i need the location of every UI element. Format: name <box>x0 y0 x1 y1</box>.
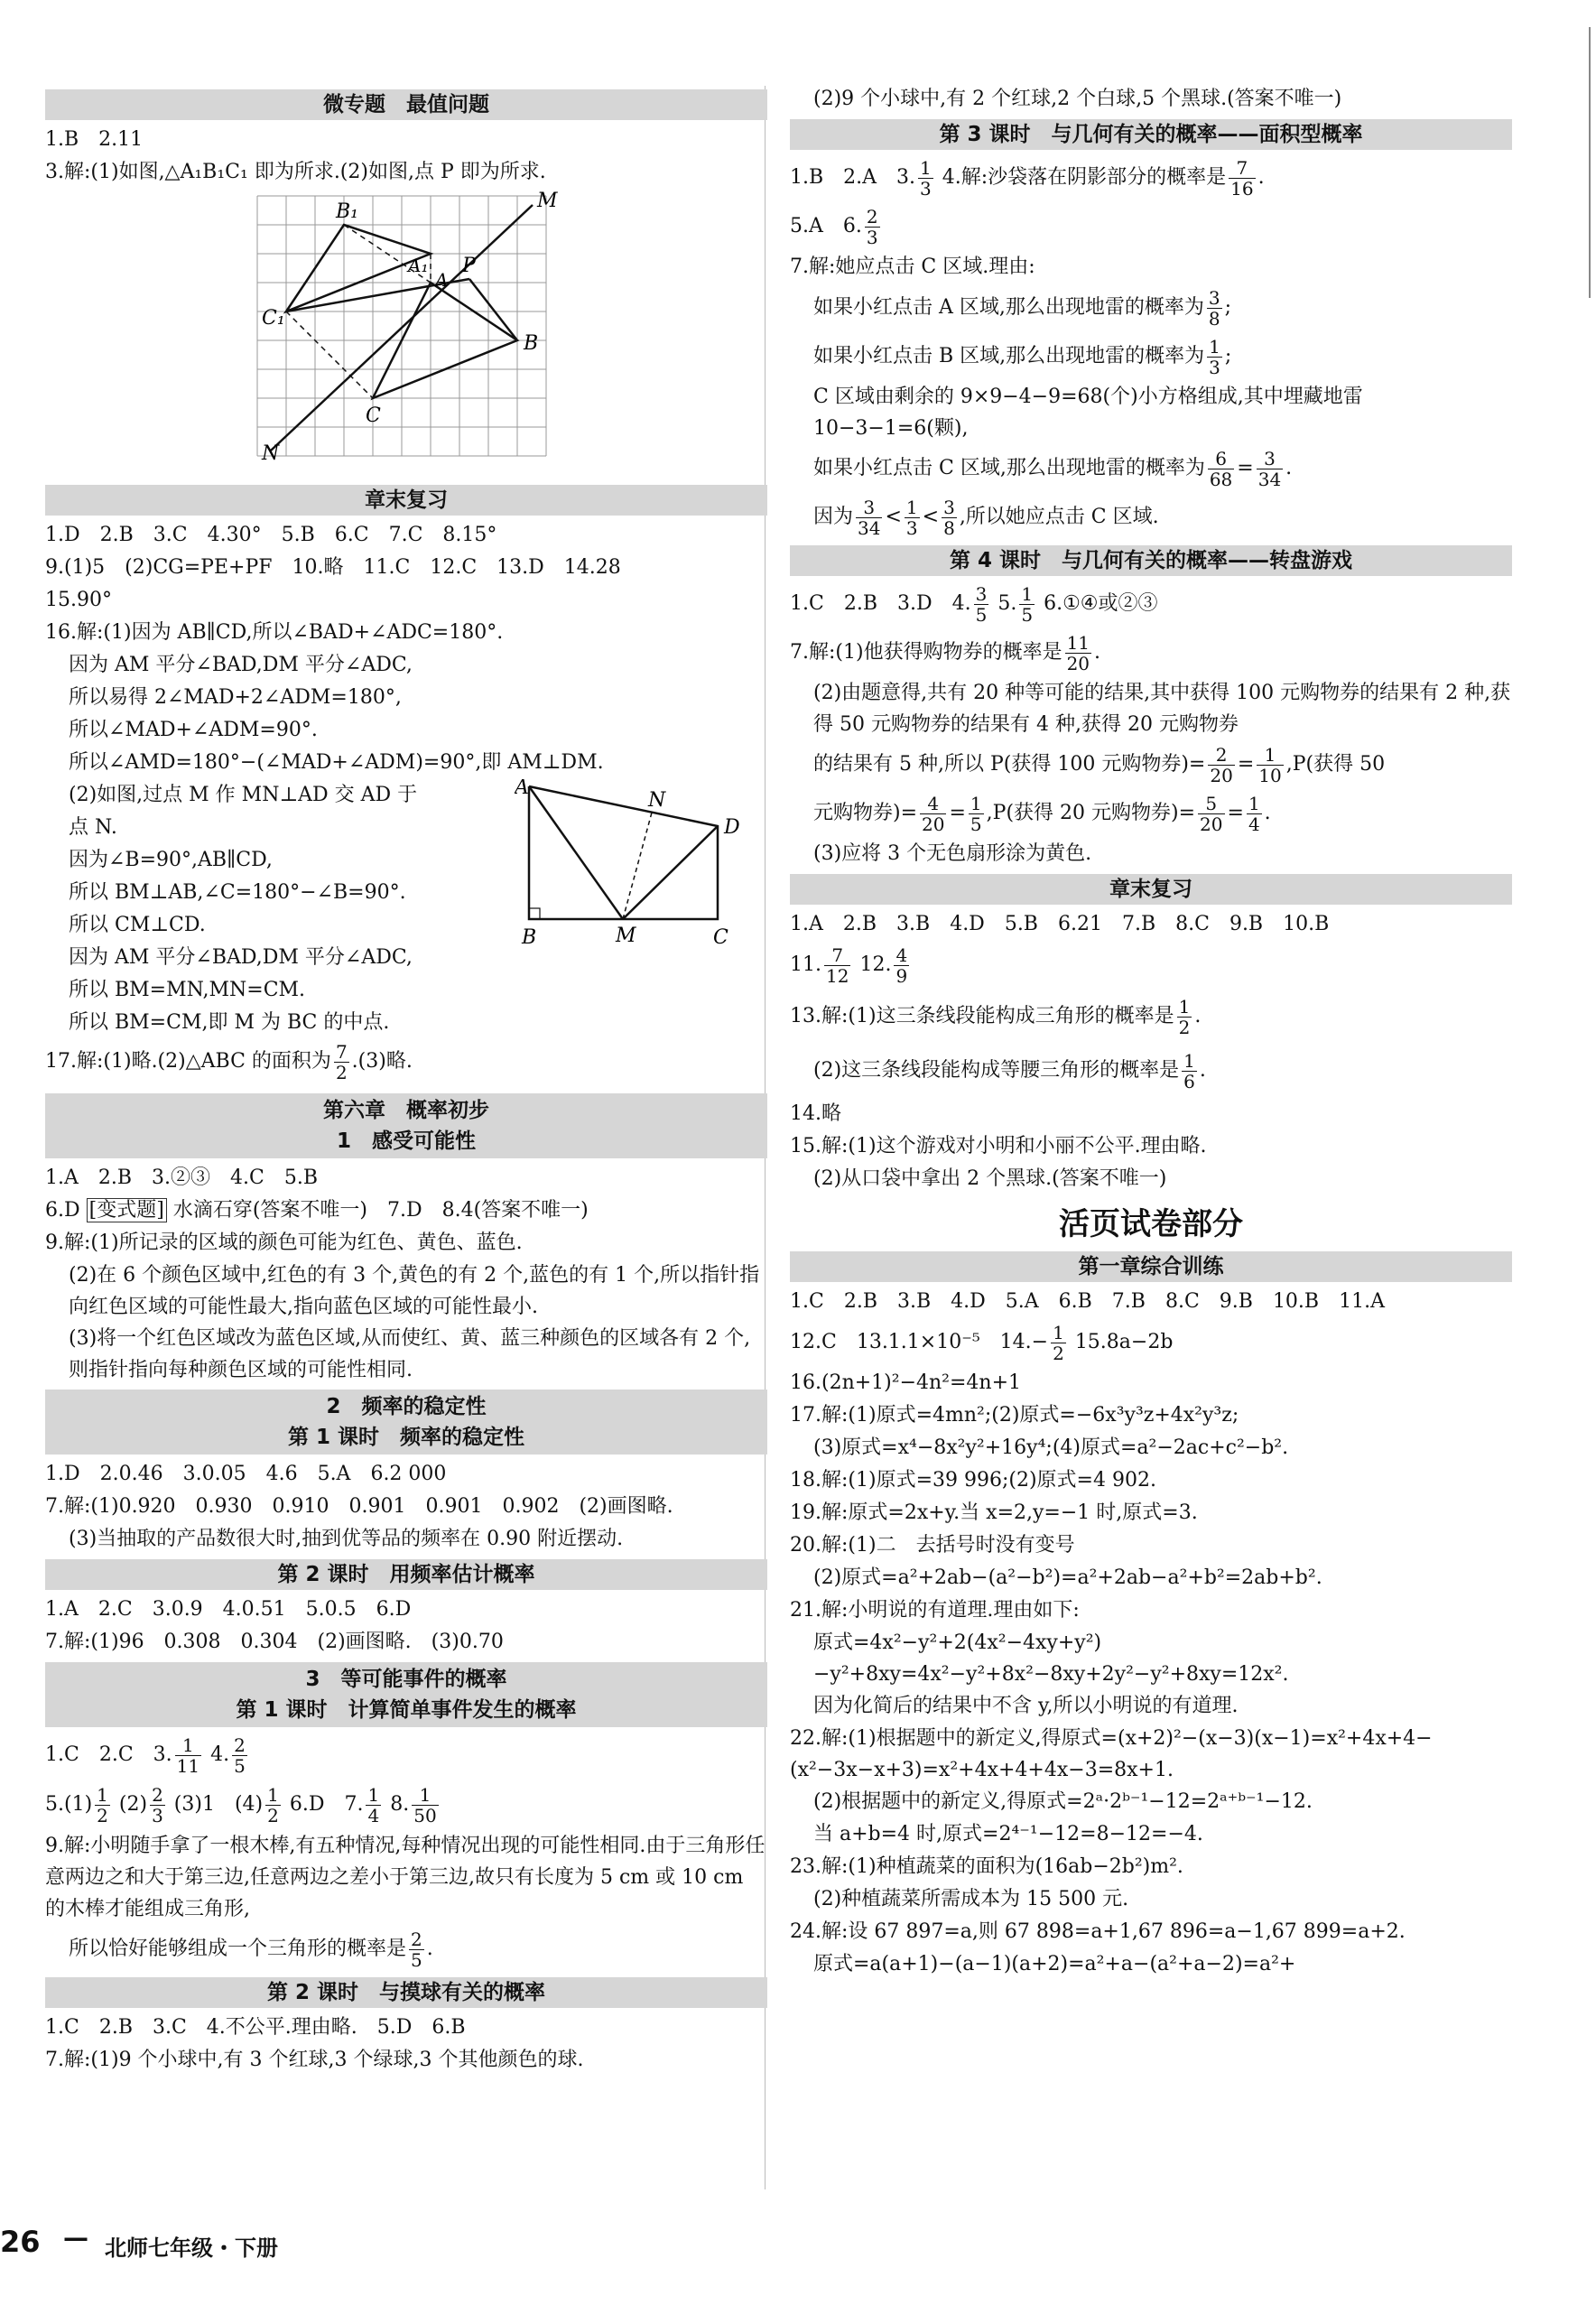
text: ,所以她应点击 C 区域. <box>959 506 1159 528</box>
figure-label: C₁ <box>262 307 285 330</box>
answer-line: 1.C 2.B 3.C 4.不公平.理由略. 5.D 6.B <box>45 2016 466 2039</box>
denominator: 50 <box>413 1804 437 1826</box>
numerator: 1 <box>905 496 918 518</box>
grid-figure <box>45 189 767 478</box>
answer-line: 因为 AM 平分∠BAD,DM 平分∠ADC, <box>69 654 413 676</box>
numerator: 1 <box>1209 335 1220 358</box>
numerator: 6 <box>1208 449 1234 469</box>
numerator: 1 <box>1021 582 1034 605</box>
figure-label: N <box>262 442 280 465</box>
answer-line: 7.解:(1)9 个小球中,有 3 个红球,3 个绿球,3 个其他颜色的球. <box>45 2049 584 2071</box>
answer-line: (2)9 个小球中,有 2 个红球,2 个白球,5 个黑球.(答案不唯一) <box>813 88 1342 110</box>
chapter-title: 第六章 概率初步 <box>323 1099 489 1122</box>
answer-line: 1.D 2.0.46 3.0.05 4.6 5.A 6.2 000 <box>45 1463 447 1485</box>
numerator: 4 <box>895 943 908 966</box>
denominator: 8 <box>943 516 955 539</box>
figure-label: D <box>724 816 740 839</box>
figure-label: B <box>522 926 537 949</box>
denominator: 2 <box>1178 1016 1191 1038</box>
answer-line: 当 a+b=4 时,原式=2⁴⁻¹−12=8−12=−4. <box>813 1823 1203 1845</box>
answer-line: 所以∠MAD+∠ADM=90°. <box>69 719 318 741</box>
section-title: 2 频率的稳定性 <box>326 1395 487 1418</box>
answer-line: 14.略 <box>790 1102 841 1125</box>
answer-line: 17.解:(1)原式=4mn²;(2)原式=−6x³y³z+4x²y³z; <box>790 1404 1239 1427</box>
fraction <box>1208 449 1234 489</box>
figure-label: P <box>462 255 476 277</box>
denominator: 10 <box>1258 764 1282 786</box>
numerator: 11 <box>1066 631 1090 654</box>
denominator: 5 <box>970 813 982 835</box>
answer-line: 所以易得 2∠MAD+2∠ADM=180°, <box>69 686 402 709</box>
numerator: 1 <box>1053 1321 1064 1343</box>
answer-line <box>45 1731 767 1780</box>
answer-line: 1.A 2.C 3.0.9 4.0.51 5.0.5 6.D <box>45 1598 412 1621</box>
answer-line: 元购物券)= $\frac{4}{20}$ = $\frac{1}{5}$ ,P(获得 20 元购物券)= $\frac{5}{20}$ = $\frac{1}{4}$ . <box>813 792 1271 835</box>
text: 6.D <box>45 1199 80 1222</box>
answer-line: 1.D 2.B 3.C 4.30° 5.B 6.C 7.C 8.15° <box>45 524 497 546</box>
numerator: 2 <box>866 205 878 228</box>
section-header: 第一章综合训练 <box>790 1251 1512 1282</box>
fraction <box>894 945 909 986</box>
text: 如果小红点击 B 区域,那么出现地雷的概率为 <box>813 345 1205 367</box>
text: 5.(1) <box>45 1793 93 1816</box>
denominator: 8 <box>1208 307 1220 330</box>
fraction <box>409 1929 424 1970</box>
fraction <box>1019 584 1035 625</box>
denominator: 5 <box>1021 603 1034 626</box>
denominator: 5 <box>234 1754 246 1777</box>
numerator: 2 <box>234 1733 246 1756</box>
chapter-header <box>45 1093 767 1158</box>
text: 如果小红点击 A 区域,那么出现地雷的概率为 <box>813 296 1204 319</box>
fraction <box>1229 158 1255 199</box>
text: 6.D 7. <box>289 1793 364 1816</box>
text: 如果小红点击 C 区域,那么出现地雷的概率为 <box>813 457 1205 479</box>
answer-line: 13.解:(1)这三条线段能构成三角形的概率是 $\frac{1}{2}$ . <box>790 995 1202 1038</box>
fraction <box>1208 745 1234 785</box>
denominator: 2 <box>335 1061 348 1083</box>
fraction <box>175 1735 201 1776</box>
figure-label: A <box>515 779 529 799</box>
denominator: 20 <box>922 813 945 835</box>
numerator: 1 <box>1248 792 1260 814</box>
answer-line: 的结果有 5 种,所以 P(获得 100 元购物券)= $\frac{2}{20}$ = $\frac{1}{10}$ ,P(获得 50 <box>813 743 1386 786</box>
text: 因为 <box>813 506 854 528</box>
fraction <box>1177 997 1192 1037</box>
numerator: 1 <box>367 1783 380 1806</box>
answer-line: 7.解:她应点击 C 区域.理由: <box>790 256 1035 278</box>
text: (2) <box>118 1793 148 1816</box>
answer-line: 所以恰好能够组成一个三角形的概率是 $\frac{2}{5}$ . <box>69 1928 433 1971</box>
answer-line: 所以 CM⊥CD. <box>69 914 206 936</box>
answer-line: 3.解:(1)如图,△A₁B₁C₁ 即为所求.(2)如图,点 P 即为所求. <box>45 161 546 183</box>
answer-line <box>790 202 1512 251</box>
section-subtitle: 第 1 课时 频率的稳定性 <box>287 1426 525 1449</box>
section-title: 3 等可能事件的概率 <box>305 1668 507 1691</box>
fraction <box>412 1785 438 1826</box>
denominator: 2 <box>267 1804 279 1826</box>
answer-line: (2)从口袋中拿出 2 个黑球.(答案不唯一) <box>813 1167 1167 1190</box>
answer-line <box>790 580 1512 628</box>
answer-line: 如果小红点击 A 区域,那么出现地雷的概率为 $\frac{3}{8}$ ; <box>813 286 1232 330</box>
fraction <box>969 794 984 834</box>
figure-label: N <box>648 789 666 812</box>
fraction <box>1257 449 1283 489</box>
q16-part2-block <box>45 779 767 1007</box>
page-edge <box>1589 27 1591 298</box>
answer-line <box>45 1780 767 1830</box>
answer-line: 7.解:(1)96 0.308 0.304 (2)画图略. (3)0.70 <box>45 1631 504 1653</box>
answer-line: 所以 BM=MN,MN=CM. <box>69 979 306 1001</box>
fraction <box>856 497 882 538</box>
fraction <box>366 1785 381 1826</box>
answer-line: 因为 AM 平分∠BAD,DM 平分∠ADC, <box>69 946 413 969</box>
figure-label: M <box>537 190 558 212</box>
numerator: 1 <box>970 792 982 814</box>
fraction <box>905 497 920 538</box>
denominator: 20 <box>1200 813 1223 835</box>
answer-line: (3)应将 3 个无色扇形涂为黄色. <box>813 842 1092 865</box>
numerator: 1 <box>1178 995 1191 1018</box>
page-number: 26 <box>0 2225 41 2259</box>
book-title: 北师七年级・下册 <box>105 2235 278 2261</box>
left-column <box>45 86 767 2077</box>
text: 7.解:(1)他获得购物券的概率是 <box>790 641 1062 664</box>
text: (2)这三条线段能构成等腰三角形的概率是 <box>813 1059 1180 1082</box>
answer-line: 所以 BM⊥AB,∠C=180°−∠B=90°. <box>69 881 406 904</box>
section-header: 第 2 课时 用频率估计概率 <box>45 1559 767 1590</box>
section-header: 微专题 最值问题 <box>45 89 767 120</box>
answer-line: 7.解:(1)0.920 0.930 0.910 0.901 0.901 0.902 (2)画图略. <box>45 1495 673 1518</box>
numerator: 1 <box>412 1785 438 1806</box>
answer-line: 如果小红点击 C 区域,那么出现地雷的概率为 $\frac{6}{68}$ = $\frac{3}{34}$ . <box>813 447 1293 490</box>
footer-dash: — <box>63 2223 88 2253</box>
fraction <box>95 1785 110 1826</box>
numerator: 3 <box>1257 449 1283 469</box>
fraction <box>1207 337 1222 377</box>
answer-line: 因为化简后的结果中不含 y,所以小明说的有道理. <box>813 1695 1239 1717</box>
denominator: 2 <box>97 1804 108 1826</box>
answer-line: (3)当抽取的产品数很大时,抽到优等品的频率在 0.90 附近摆动. <box>69 1528 624 1550</box>
answer-line: 16.(2n+1)²−4n²=4n+1 <box>790 1371 1022 1394</box>
figure-label: C <box>366 404 381 427</box>
fraction <box>334 1042 349 1083</box>
fraction <box>1065 633 1091 674</box>
figure-label: B₁ <box>336 200 358 223</box>
answer-line: 21.解:小明说的有道理.理由如下: <box>790 1599 1080 1622</box>
answer-line: C 区域由剩余的 9×9−4−9=68(个)小方格组成,其中埋藏地雷 10−3−1=6(颗), <box>813 386 1363 440</box>
denominator: 2 <box>1053 1342 1064 1364</box>
trapezoid-figure <box>515 779 767 951</box>
numerator: 7 <box>824 945 850 966</box>
fraction <box>232 1735 247 1776</box>
denominator: 12 <box>826 964 849 987</box>
denominator: 16 <box>1230 177 1254 200</box>
numerator: 7 <box>1229 158 1255 179</box>
answer-line: 1.A 2.B 3.②③ 4.C 5.B <box>45 1166 319 1189</box>
denominator: 4 <box>1248 813 1260 835</box>
answer-line: 24.解:设 67 897=a,则 67 898=a+1,67 896=a−1,67 899=a+2. <box>790 1920 1406 1943</box>
variant-tag: [变式题] <box>87 1198 167 1222</box>
fraction <box>1198 794 1224 834</box>
figure-label: M <box>616 925 636 947</box>
figure-label: C <box>713 926 728 949</box>
text: 12.C 13.1.1×10⁻⁵ 14.− <box>790 1331 1049 1353</box>
numerator: 1 <box>175 1735 201 1756</box>
numerator: 7 <box>335 1040 348 1063</box>
section-header <box>45 1662 767 1727</box>
text: 4. <box>210 1743 230 1766</box>
answer-line: 9.解:小明随手拿了一根木棒,有五种情况,每种情况出现的可能性相同.由于三角形任意两边之和大于第三边,任意两边之差小于第三边,故只有长度为 5 cm 或 10 cm 的木棒才能组成三角形, <box>45 1835 766 1920</box>
answer-line: 所以 BM=CM,即 M 为 BC 的中点. <box>69 1011 390 1034</box>
denominator: 3 <box>905 516 918 539</box>
numerator: 2 <box>152 1783 163 1806</box>
answer-line: 因为 $\frac{3}{34}$ < $\frac{1}{3}$ < $\frac{3}{8}$ ,所以她应点击 C 区域. <box>813 496 1159 539</box>
answer-line: 7.解:(1)他获得购物券的概率是 $\frac{11}{20}$ . <box>790 631 1101 674</box>
numerator: 3 <box>943 496 955 518</box>
numerator: 1 <box>267 1783 279 1806</box>
answer-line: 原式=a(a+1)−(a−1)(a+2)=a²+a−(a²+a−2)=a²+ <box>813 1953 1296 1975</box>
figure-label: A <box>435 269 449 291</box>
figure-label: B <box>524 332 539 355</box>
denominator: 34 <box>1257 468 1282 490</box>
text: 5. <box>998 592 1017 615</box>
answer-line: 15.解:(1)这个游戏对小明和小丽不公平.理由略. <box>790 1135 1207 1157</box>
section-header: 第 2 课时 与摸球有关的概率 <box>45 1977 767 2008</box>
part-title: 活页试卷部分 <box>1059 1206 1243 1242</box>
text: (3)1 (4) <box>173 1793 264 1816</box>
answer-line <box>790 941 1512 990</box>
fraction <box>974 584 989 625</box>
text: 元购物券)= <box>813 802 918 824</box>
section-header: 章末复习 <box>45 485 767 516</box>
numerator: 5 <box>1198 794 1224 814</box>
answer-line: 9.(1)5 (2)CG=PE+PF 10.略 11.C 12.C 13.D 14.28 <box>45 556 621 579</box>
answer-line <box>45 1039 767 1084</box>
text: ,P(获得 50 <box>1285 753 1386 776</box>
numerator: 1 <box>1257 745 1283 766</box>
denominator: 3 <box>920 177 932 200</box>
answer-line: 1.B 2.A 3. $\frac{1}{3}$ 4.解:沙袋落在阴影部分的概率是 $\frac{7}{16}$ . <box>790 156 1265 200</box>
text: 11. <box>790 953 821 976</box>
denominator: 5 <box>411 1948 422 1971</box>
fraction <box>942 497 957 538</box>
text: .(3)略. <box>351 1050 413 1073</box>
numerator: 4 <box>920 794 946 814</box>
text: ,P(获得 20 元购物券)= <box>986 802 1196 824</box>
page-footer <box>0 2223 542 2268</box>
denominator: 6 <box>1183 1070 1195 1092</box>
answer-line: 所以∠AMD=180°−(∠MAD+∠ADM)=90°,即 AM⊥DM. <box>69 751 604 774</box>
denominator: 68 <box>1209 468 1233 490</box>
text: 的结果有 5 种,所以 P(获得 100 元购物券)= <box>813 753 1206 776</box>
text: 5.A 6. <box>790 215 862 237</box>
text: 17.解:(1)略.(2)△ABC 的面积为 <box>45 1050 331 1073</box>
answer-line: 点 N. <box>69 816 117 839</box>
numerator: 3 <box>1208 286 1220 309</box>
right-column <box>790 83 1512 1981</box>
answer-line: (2)在 6 个颜色区域中,红色的有 3 个,黄色的有 2 个,蓝色的有 1 个,所以指针指向红色区域的可能性最大,指向蓝色区域的可能性最小. <box>69 1264 760 1318</box>
section-subtitle: 第 1 课时 计算简单事件发生的概率 <box>236 1698 577 1722</box>
answer-line: 19.解:原式=2x+y.当 x=2,y=−1 时,原式=3. <box>790 1501 1198 1524</box>
numerator: 1 <box>920 156 932 179</box>
text: 15.8a−2b <box>1074 1331 1174 1353</box>
answer-line: 9.解:(1)所记录的区域的颜色可能为红色、黄色、蓝色. <box>45 1232 523 1254</box>
section-header: 第 4 课时 与几何有关的概率——转盘游戏 <box>790 545 1512 576</box>
text: 8. <box>390 1793 410 1816</box>
denominator: 9 <box>895 964 908 987</box>
answer-line: 1.C 2.B 3.B 4.D 5.A 6.B 7.B 8.C 9.B 10.B 11.A <box>790 1290 1385 1313</box>
answer-line: 16.解:(1)因为 AB∥CD,所以∠BAD+∠ADC=180°. <box>45 621 504 644</box>
numerator: 2 <box>1208 745 1234 766</box>
fraction <box>824 945 850 986</box>
text: 4.解:沙袋落在阴影部分的概率是 <box>942 166 1227 189</box>
answer-line: 因为∠B=90°,AB∥CD, <box>69 849 273 871</box>
fraction <box>1182 1051 1197 1092</box>
denominator: 3 <box>866 226 878 248</box>
text: 1.B 2.A 3. <box>790 166 916 189</box>
answer-line: 23.解:(1)种植蔬菜的面积为(16ab−2b²)m². <box>790 1855 1183 1878</box>
answer-line: 原式=4x²−y²+2(4x²−4xy+y²)−y²+8xy=4x²−y²+8x²−8xy+2y²−y²+8xy=12x². <box>813 1631 1289 1686</box>
denominator: 4 <box>367 1804 380 1826</box>
answer-line: 1.B 2.11 <box>45 128 144 151</box>
section-header: 章末复习 <box>790 874 1512 905</box>
fraction <box>865 207 880 247</box>
answer-line: (2)根据题中的新定义,得原式=2ᵃ·2ᵇ⁻¹−12=2ᵃ⁺ᵇ⁻¹−12. <box>813 1790 1313 1813</box>
fraction <box>265 1785 281 1826</box>
numerator: 3 <box>856 497 882 518</box>
answer-line: 如果小红点击 B 区域,那么出现地雷的概率为 $\frac{1}{3}$ ; <box>813 335 1232 378</box>
numerator: 1 <box>1183 1049 1195 1072</box>
section-header: 第 3 课时 与几何有关的概率——面积型概率 <box>790 119 1512 150</box>
denominator: 3 <box>1209 356 1220 378</box>
numerator: 1 <box>97 1783 108 1806</box>
numerator: 3 <box>975 582 988 605</box>
text: 1.C 2.C 3. <box>45 1743 172 1766</box>
text: 12. <box>859 953 892 976</box>
denominator: 20 <box>1210 764 1233 786</box>
fraction <box>1257 745 1283 785</box>
answer-line: 18.解:(1)原式=39 996;(2)原式=4 902. <box>790 1469 1156 1492</box>
answer-line: (3)将一个红色区域改为蓝色区域,从而使红、黄、蓝三种颜色的区域各有 2 个,则指针指向每种颜色区域的可能性相同. <box>69 1327 751 1381</box>
text: 6.①④或②③ <box>1044 592 1158 615</box>
denominator: 20 <box>1066 652 1090 674</box>
answer-line: (3)原式=x⁴−8x²y²+16y⁴;(4)原式=a²−2ac+c²−b². <box>813 1436 1289 1459</box>
text: 所以恰好能够组成一个三角形的概率是 <box>69 1938 407 1960</box>
fraction <box>918 158 933 199</box>
answer-line: (2)种植蔬菜所需成本为 15 500 元. <box>813 1888 1129 1910</box>
fraction <box>1247 794 1262 834</box>
fraction <box>150 1785 165 1826</box>
answer-line: (2)由题意得,共有 20 种等可能的结果,其中获得 100 元购物券的结果有 2 种,获得 50 元购物券的结果有 4 种,获得 20 元购物券 <box>813 682 1511 736</box>
denominator: 34 <box>858 516 881 539</box>
answer-line <box>45 1194 767 1227</box>
answer-line <box>790 1318 1512 1367</box>
chapter-subtitle: 1 感受可能性 <box>336 1129 476 1153</box>
answer-line: 22.解:(1)根据题中的新定义,得原式=(x+2)²−(x−3)(x−1)=x²+4x+4−(x²−3x−x+3)=x²+4x+4+4x−3=8x+1. <box>790 1727 1433 1781</box>
figure-label: A₁ <box>408 255 429 276</box>
fraction <box>1207 288 1222 329</box>
answer-line: 15.90° <box>45 589 112 611</box>
text: 1.C 2.B 3.D 4. <box>790 592 971 615</box>
text: 13.解:(1)这三条线段能构成三角形的概率是 <box>790 1005 1174 1027</box>
answer-line: (2)如图,过点 M 作 MN⊥AD 交 AD 于 <box>69 784 418 806</box>
answer-line: (2)原式=a²+2ab−(a²−b²)=a²+2ab−a²+b²=2ab+b². <box>813 1566 1322 1589</box>
fraction <box>920 794 946 834</box>
denominator: 5 <box>975 603 988 626</box>
denominator: 11 <box>176 1754 200 1777</box>
numerator: 2 <box>411 1928 422 1950</box>
text: 水滴石穿(答案不唯一) 7.D 8.4(答案不唯一) <box>172 1199 589 1222</box>
answer-line: (2)这三条线段能构成等腰三角形的概率是 $\frac{1}{6}$ . <box>813 1049 1206 1092</box>
section-header <box>45 1390 767 1455</box>
answer-line: 1.A 2.B 3.B 4.D 5.B 6.21 7.B 8.C 9.B 10.B <box>790 913 1330 935</box>
answer-line: 20.解:(1)二 去括号时没有变号 <box>790 1534 1075 1557</box>
fraction <box>1051 1323 1066 1363</box>
denominator: 3 <box>152 1804 163 1826</box>
